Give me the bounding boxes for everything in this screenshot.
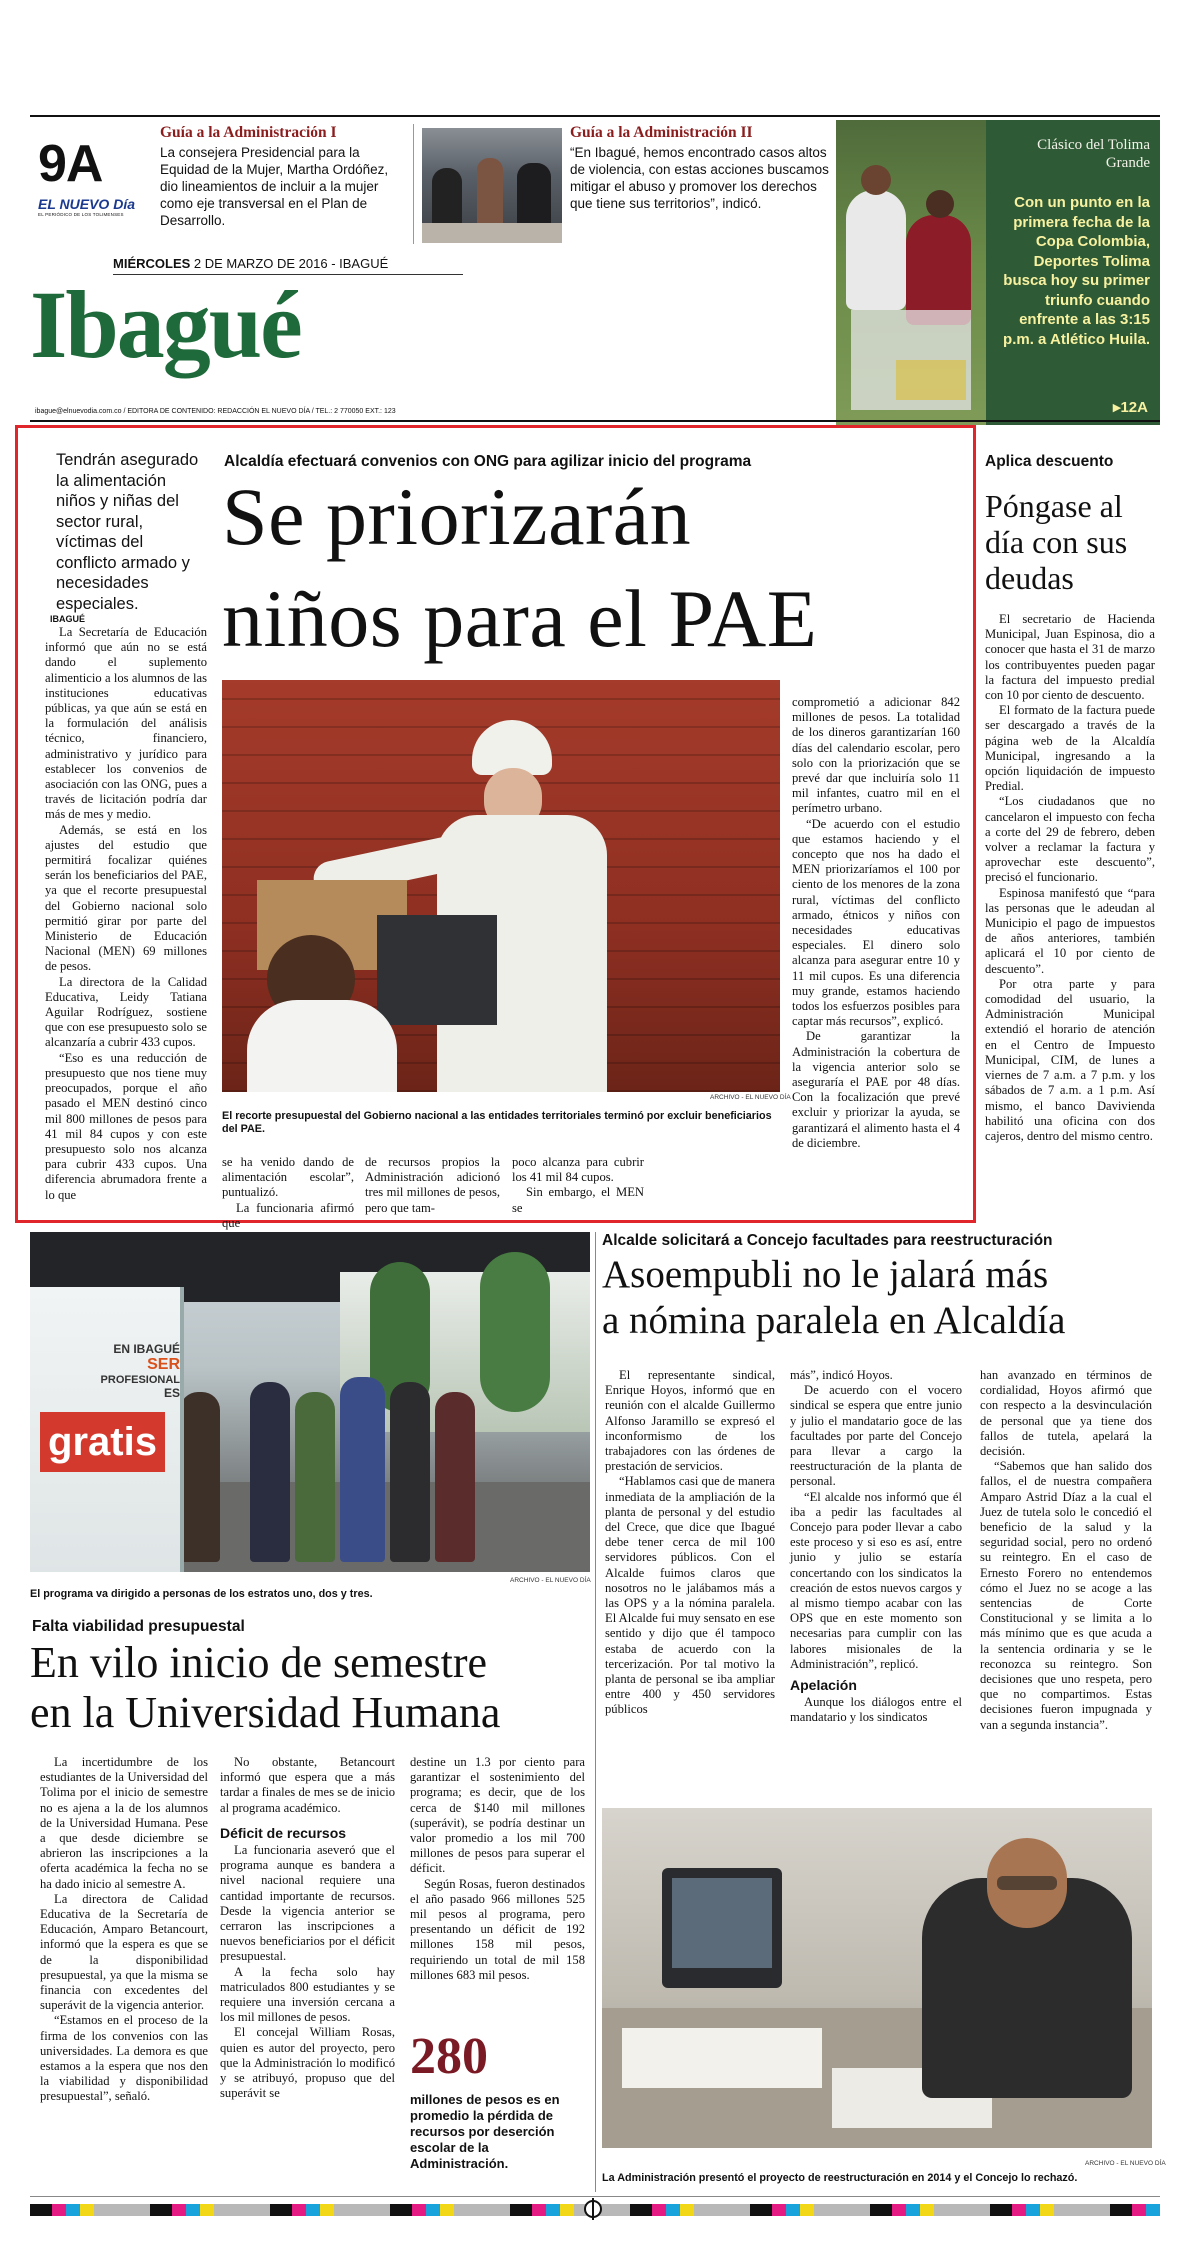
promo-photo[interactable] (836, 120, 986, 425)
asoempubli-col2: más”, indicó Hoyos. De acuerdo con el vocero sindical se espera que entre junio y julio el mandatario goce de las facultades por parte del Concejo para llevar a cargo la reestructuración de la planta de personal. “El alcalde nos informó que él iba a pedir las facultades al Concejo para poder llevar a cabo este proceso y si eso es así, entre junio y julio se estaría concertando con los sindicatos la creación de estos nuevos cargos y al mismo tiempo acabar con las OPS que en este momento son necesarias para cumplir con las labores misionales de la Administración”, replicó. Apelación Aunque los diálogos entre el mandatario y los sindicatos (790, 1368, 962, 1725)
pae-caption: El recorte presupuestal del Gobierno nacional a las entidades territoriales terminó por excluir beneficiarios del PAE. (222, 1110, 772, 1135)
pae-lead: Tendrán asegurado la alimentación niños y niñas del sector rural, víctimas del conflicto armado y necesidades especiales. (56, 451, 199, 613)
paper-logo: EL NUEVO Día EL PERIÓDICO DE LOS TOLIMENSES (38, 196, 135, 217)
sena-photo-credit: ARCHIVO - EL NUEVO DÍA (510, 1577, 591, 1584)
pae-col1: La Secretaría de Educación informó que aún no se está dando el suplemento alimenticio a los alumnos de las instituciones educativas públicas, ya que aún se está en la formulación del análisis técnico, financiero, administrativo y jurídico para establecer los convenios de asociación con las ONG, pues a través de licitación podría dar más de mes y medio. Además, se está en los ajustes del estudio que permitirá focalizar quiénes serán los beneficiarios del PAE, ya que el recorte presupuestal del Gobierno nacional solo permitió girar por parte del Ministerio de Educación Nacional (MEN) 69 millones de pesos. La directora de la Calidad Educativa, Leidy Tatiana Aguilar Rodríguez, sostiene que con ese presupuesto solo se alcanzaría a cubrir 433 cupos. “Eso es una reducción de presupuesto que nos tiene muy preocupados, porque el año pasado el MEN destinó cinco mil 800 millones de pesos para 41 mil 84 cupos y con este presupuesto solo nos alcanza para cubrir 433 cupos. Una diferencia abrumadora frente a lo que (45, 625, 207, 1202)
header-bottom-rule (30, 420, 1160, 422)
deficit-subhead: Déficit de recursos (220, 1824, 347, 1841)
deudas-body: El secretario de Hacienda Municipal, Juan Espinosa, dio a conocer que hasta el 31 de marzo los contribuyentes pueden pagar la factura del impuesto predial con 10 por ciento de descuento. El formato de la factura puede ser descargado a través de la página web de la Alcaldía Municipal, ingresando a la opción liquidación de impuesto Predial. “Los ciudadanos que no cancelaron el impuesto con fecha a corte del 29 de febrero, deben volver a reclamar la factura y aprovechar este descuento”, precisó el funcionario. Espinosa manifestó que “para las personas que le adeudan al Municipio el pago de impuestos de años anteriores, también aplicará el 10 por ciento de descuento”. Por otra parte y para comodidad del usuario, la Administración Municipal extendió el horario de atención en el Centro de Impuesto Municipal, CIM, de lunes a viernes de 7 a.m. a 7 p.m. y los sábados de 7 a.m. a 1 p.m. Así mismo, el banco Davivienda habilitó una oficina con dos cajeros, dentro del mismo centro. (985, 612, 1155, 1143)
teaser-2[interactable] (570, 124, 830, 212)
page-number: 9A (38, 135, 103, 193)
header-top-rule (30, 115, 1160, 117)
bottom-rule (30, 2196, 1160, 2197)
column-divider (595, 1232, 596, 2192)
date-line: MIÉRCOLES 2 DE MARZO DE 2016 - IBAGUÉ (113, 256, 389, 271)
section-title: Ibagué (30, 271, 301, 378)
asoempubli-photo[interactable] (602, 1808, 1152, 2148)
asoempubli-headline: Asoempubli no le jalará más a nómina paralela en Alcaldía (602, 1253, 1066, 1342)
registration-mark-cross (592, 2198, 594, 2220)
stat-number: 280 (410, 2028, 488, 2085)
asoempubli-kicker: Alcalde solicitará a Concejo facultades para reestructuración (602, 1232, 1053, 1249)
teaser-2-photo (422, 128, 562, 243)
promo-page-link[interactable]: ▸12A (1112, 399, 1148, 416)
promo-box[interactable] (986, 120, 1160, 425)
pae-photo[interactable] (222, 680, 780, 1092)
arrow-right-icon: ▸ (1112, 399, 1121, 416)
sena-photo[interactable]: EN IBAGUÉ SER PROFESIONAL ES gratis (30, 1232, 590, 1572)
universidad-headline: En vilo inicio de semestre en la Universidad Humana (30, 1638, 501, 1737)
teaser-1-title: Guía a la Administración I (160, 124, 337, 141)
pae-col4: poco alcanza para cubrir los 41 mil 84 cupos. Sin embargo, el MEN se (512, 1155, 644, 1215)
teaser-2-text: “En Ibagué, hemos encontrado casos altos de violencia, con estas acciones buscamos mitigar el abuso y promover los derechos que tiene sus territorios”, indicó. (570, 145, 829, 211)
pae-col3: de recursos propios la Administración adicionó tres mil millones de pesos, pero que tam- (365, 1155, 500, 1215)
deudas-headline: Póngase al día con sus deudas (985, 488, 1128, 596)
teaser-1[interactable] (160, 124, 405, 229)
pae-photo-credit: ARCHIVO - EL NUEVO DÍA (710, 1094, 791, 1101)
teaser-divider (413, 124, 414, 244)
teaser-2-title: Guía a la Administración II (570, 124, 753, 141)
asoempubli-col3: han avanzado en términos de cordialidad, Hoyos afirmó que con respecto a la desvinculación de personal que ya tiene dos fallos de tutela, apelará la decisión. “Sabemos que han salido dos fallos, el de nuestra compañera Amparo Astrid Díaz a la cual el Juez de tutela solo le concedió el beneficio de la salud y la seguridad social, pero no ordenó su reintegro. En el caso de Ernesto Forero no entendemos cómo el Juez no se acoge a las sentencias de Corte Constitucional y se limita a lo más mínimo que es que acuda a la sentencia ordinaria y se le reconozca su reintegro. Son decisiones que uno respeta, pero que no compartimos. Estas decisiones fueron impugnada y van a segunda instancia”. (980, 1368, 1152, 1732)
asoempubli-col1: El representante sindical, Enrique Hoyos, informó que en reunión con el alcalde Guillermo Alfonso Jaramillo se expresó el inconformismo de los trabajadores con las órdenes de prestación de servicios. “Hablamos casi que de manera inmediata de la ampliación de la planta de personal y del estudio del Crece, que dice que Ibagué debe tener cerca de mil 100 servidores públicos. Con el Alcalde fuimos claros que nosotros no le jalábamos más a las OPS y a la nómina paralela. El Alcalde fui muy sensato en ese sentido y dijo que él tampoco estaba de acuerdo con la tercerización. Por tal motivo la planta de personal se iba ampliar entre 400 y 450 servidores públicos (605, 1368, 775, 1717)
universidad-col2: No obstante, Betancourt informó que espera que a más tardar a finales de mes se de inicio al programa académico. Déficit de recursos La funcionaria aseveró que el programa aunque es bandera a nivel nacional requiere una cantidad importante de recursos. Desde la vigencia anterior se cerraron las inscripciones a nuevos beneficiarios por el déficit presupuestal. A la fecha solo hay matriculados 800 estudiantes y se requiere una inversión cercana a los mil millones de pesos. El concejal William Rosas, quien es autor del proyecto, pero que la Administración lo modificó y se atribuyó, propuso que del superávit se (220, 1755, 395, 2101)
universidad-col1: La incertidumbre de los estudiantes de la Universidad del Tolima por el inicio de semestre no es ajena a la de los alumnos de la Universidad Humana. Pese a que desde diciembre se abrieron las inscripciones a la oferta académica la fecha no se ha dado inicio al semestre A. La directora de Calidad Educativa de la Secretaría de Educación, Amparo Betancourt, informó que la espera es que se de la disponibilidad presupuestal, ya que la misma se financia con excedentes del superávit de la vigencia anterior. “Estamos en el proceso de la firma de los convenios con las universidades. La demora es que estamos a la espera que nos den la viabilidad y disponibilidad presupuestal”, señaló. (40, 1755, 208, 2104)
universidad-col3: destine un 1.3 por ciento para garantizar el sostenimiento del programa; es decir, que de los cerca de $140 mil millones (superávit), se podría destinar un valor promedio a los mil 700 millones de pesos para superar el déficit. Según Rosas, fueron destinados el año pasado 966 millones 525 mil pesos al programa, pero presentando un déficit de 192 millones 158 mil pesos, requiriendo un total de mil 158 millones 683 mil pesos. (410, 1755, 585, 1982)
pae-col2: se ha venido dando de alimentación escolar”, puntualizó. La funcionaria afirmó que (222, 1155, 354, 1230)
pae-dateline: IBAGUÉ (50, 614, 86, 624)
pae-kicker: Alcaldía efectuará convenios con ONG para agilizar inicio del programa (224, 453, 752, 470)
pae-col5: comprometió a adicionar 842 millones de pesos. La totalidad de los dineros garantizarían 160 días del calendario escolar, pero solo con la priorización que se prevé dar que incluiría solo 11 mil infantes, cuatro mil en el perímetro urbano. “De acuerdo con el estudio que estamos haciendo y el concepto que nos ha dado el MEN priorizaríamos el 100 por ciento de los menores de la zona rural, víctimas del conflicto armado, étnicos y niños con necesidades educativas especiales. El dinero solo alcanza para asegurar entre 10 y 11 mil cupos. Es una diferencia muy grande, estamos haciendo todos los esfuerzos posibles para captar más recursos”, explicó. De garantizar la Administración la cobertura de la vigencia anterior solo se aseguraría el PAE por 48 días. Con la focalización que prevé excluir y priorizar la ayuda, se garantizará el alimento hasta el 4 de diciembre. (792, 695, 960, 1150)
apelacion-subhead: Apelación (790, 1677, 857, 1694)
promo-text: Con un punto en la primera fecha de la Copa Colombia, Deportes Tolima busca hoy su primer triunfo cuando enfrente a las 3:15 p.m. a Atlético Huila. (1003, 194, 1150, 348)
asoempubli-caption: La Administración presentó el proyecto de reestructuración en 2014 y el Concejo lo rechazó. (602, 2172, 1078, 2184)
sena-caption: El programa va dirigido a personas de los estratos uno, dos y tres. (30, 1588, 373, 1600)
teaser-1-text: La consejera Presidencial para la Equidad de la Mujer, Martha Ordóñez, dio lineamientos de incluir a la mujer como eje transversal en el Plan de Desarrollo. (160, 145, 389, 228)
staff-line: ibague@elnuevodia.com.co / EDITORA DE CONTENIDO: REDACCIÓN EL NUEVO DÍA / TEL.: 2 770050 EXT.: 123 (35, 408, 396, 415)
stat-text: millones de pesos es en promedio la pérdida de recursos por deserción escolar de la Administración. (410, 2092, 560, 2171)
universidad-kicker: Falta viabilidad presupuestal (32, 1618, 245, 1635)
deudas-kicker: Aplica descuento (985, 453, 1114, 470)
asoempubli-photo-credit: ARCHIVO - EL NUEVO DÍA (1085, 2160, 1166, 2167)
promo-title: Clásico del Tolima Grande (1037, 137, 1150, 171)
pae-headline: Se priorizarán niños para el PAE (222, 471, 818, 664)
